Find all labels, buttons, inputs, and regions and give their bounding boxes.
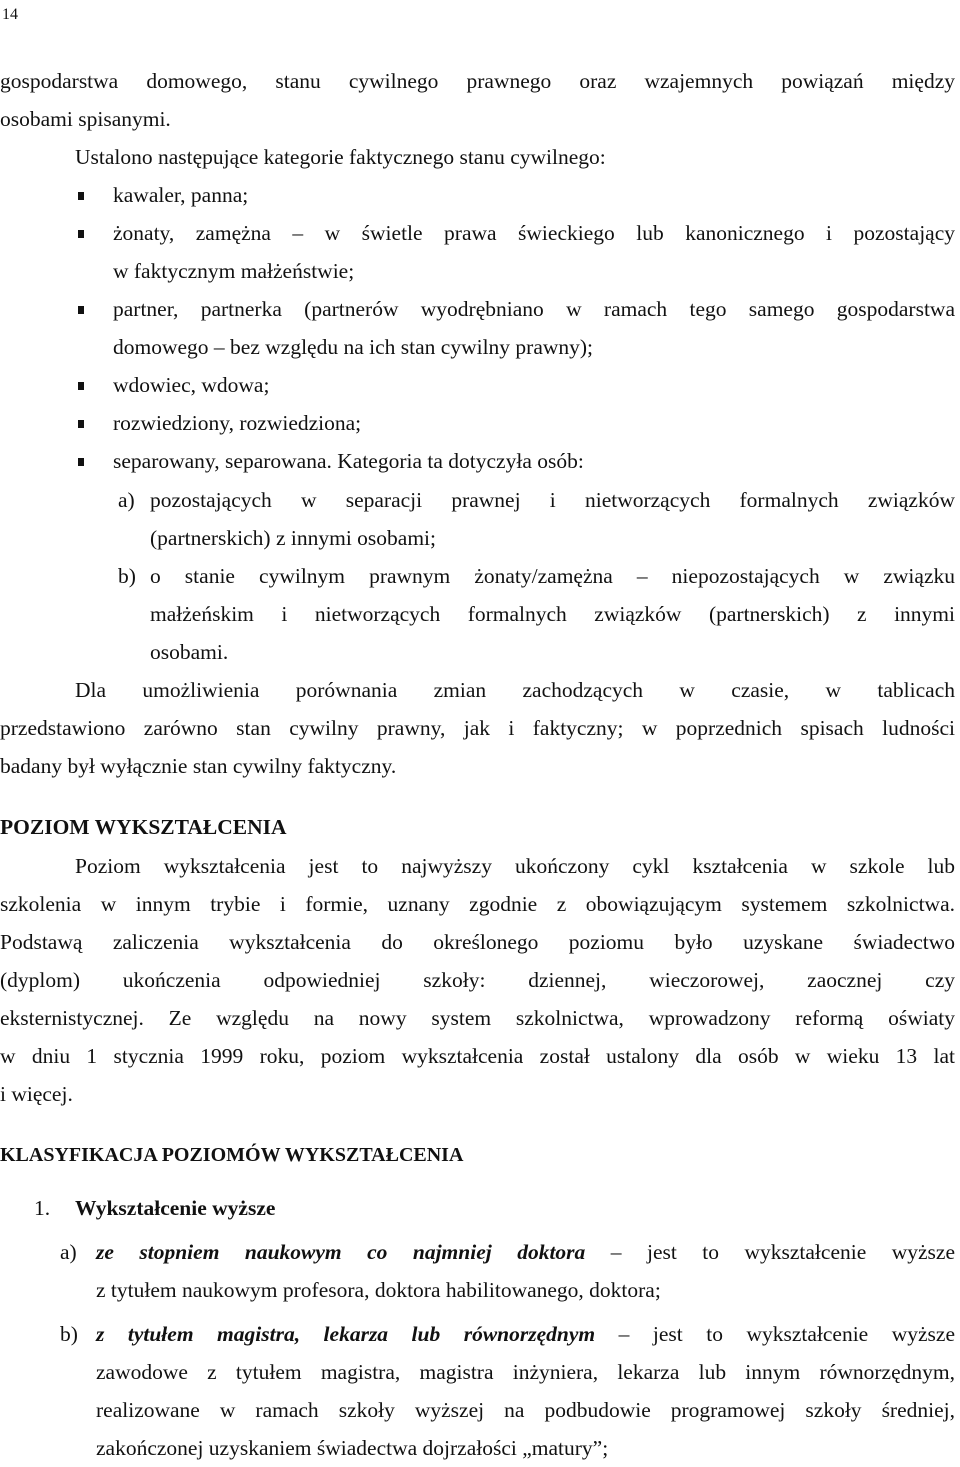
education-line-3: Podstawą zaliczenia wykształcenia do określonego poziomu było uzyskane świadectwo [0, 930, 955, 954]
sublist-b-line-1: o stanie cywilnym prawnym żonaty/zamężna – niepozostających w związku [150, 564, 955, 588]
classification-b-line-1 [96, 1315, 955, 1353]
classification-b-line-2: zawodowe z tytułem magistra, magistra inżyniera, lekarza lub innym równorzędnym, [96, 1360, 955, 1384]
list-item-text: separowany, separowana. Kategoria ta dotyczyła osób: [113, 449, 584, 473]
classification-b-rest: – jest to wykształcenie wyższe [618, 1322, 955, 1346]
bullet-square-icon [78, 192, 84, 200]
sublist-marker-b: b) [118, 564, 136, 588]
classification-b-line-4: zakończonej uzyskaniem świadectwa dojrzałości „matury”; [96, 1436, 609, 1460]
bullet-square-icon [78, 306, 84, 314]
bullet-square-icon [78, 230, 84, 238]
intro-line-3: Ustalono następujące kategorie faktycznego stanu cywilnego: [75, 145, 606, 169]
list-item-text: wdowiec, wdowa; [113, 373, 270, 397]
education-line-4: (dyplom) ukończenia odpowiedniej szkoły: dziennej, wieczorowej, zaocznej czy [0, 968, 955, 992]
classification-item-title: Wykształcenie wyższe [75, 1196, 276, 1220]
sublist-a-line-1: pozostających w separacji prawnej i nietworzących formalnych związków [150, 488, 955, 512]
classification-b-emphasis: z tytułem magistra, lekarza lub równorzędnym [96, 1322, 596, 1346]
section-heading-education: POZIOM WYKSZTAŁCENIA [0, 815, 287, 839]
comparison-line-1: Dla umożliwienia porównania zmian zachodzących w czasie, w tablicach [75, 678, 955, 702]
education-line-1: Poziom wykształcenia jest to najwyższy ukończony cykl kształcenia w szkole lub [75, 854, 955, 878]
education-line-7: i więcej. [0, 1082, 73, 1106]
intro-line-2: osobami spisanymi. [0, 107, 171, 131]
page-number: 14 [2, 6, 18, 23]
list-item-text: żonaty, zamężna – w świetle prawa świeckiego lub kanonicznego i pozostający [113, 221, 955, 245]
list-item-text: rozwiedziony, rozwiedziona; [113, 411, 362, 435]
list-item-text: w faktycznym małżeństwie; [113, 259, 355, 283]
classification-b-marker: b) [60, 1322, 78, 1346]
classification-a-line-1 [96, 1233, 955, 1271]
classification-a-rest: – jest to wykształcenie wyższe [610, 1240, 955, 1264]
education-line-2: szkolenia w innym trybie i formie, uznany zgodnie z obowiązującym systemem szkolnictwa. [0, 892, 955, 916]
classification-a-marker: a) [60, 1240, 77, 1264]
list-item-text: kawaler, panna; [113, 183, 249, 207]
comparison-line-3: badany był wyłącznie stan cywilny faktyczny. [0, 754, 397, 778]
intro-line-1: gospodarstwa domowego, stanu cywilnego prawnego oraz wzajemnych powiązań między [0, 69, 955, 93]
list-item-text: partner, partnerka (partnerów wyodrębniano w ramach tego samego gospodarstwa [113, 297, 955, 321]
sublist-a-line-2: (partnerskich) z innymi osobami; [150, 526, 436, 550]
classification-a-emphasis: ze stopniem naukowym co najmniej doktora [96, 1240, 586, 1264]
education-line-6: w dniu 1 stycznia 1999 roku, poziom wykształcenia został ustalony dla osób w wieku 13 lat [0, 1044, 955, 1068]
classification-a-line-2: z tytułem naukowym profesora, doktora habilitowanego, doktora; [96, 1278, 661, 1302]
list-item-text: domowego – bez względu na ich stan cywilny prawny); [113, 335, 594, 359]
sublist-b-line-2: małżeńskim i nietworzących formalnych związków (partnerskich) z innymi [150, 602, 955, 626]
sublist-b-line-3: osobami. [150, 640, 229, 664]
bullet-square-icon [78, 382, 84, 390]
classification-b-line-3: realizowane w ramach szkoły wyższej na podbudowie programowej szkoły średniej, [96, 1398, 955, 1422]
education-line-5: eksternistycznej. Ze względu na nowy system szkolnictwa, wprowadzony reformą oświaty [0, 1006, 955, 1030]
section-heading-classification: KLASYFIKACJA POZIOMÓW WYKSZTAŁCENIA [0, 1144, 464, 1166]
bullet-square-icon [78, 420, 84, 428]
sublist-marker-a: a) [118, 488, 135, 512]
comparison-line-2: przedstawiono zarówno stan cywilny prawny, jak i faktyczny; w poprzednich spisach ludności [0, 716, 955, 740]
classification-item-number: 1. [34, 1196, 51, 1220]
bullet-square-icon [78, 458, 84, 466]
